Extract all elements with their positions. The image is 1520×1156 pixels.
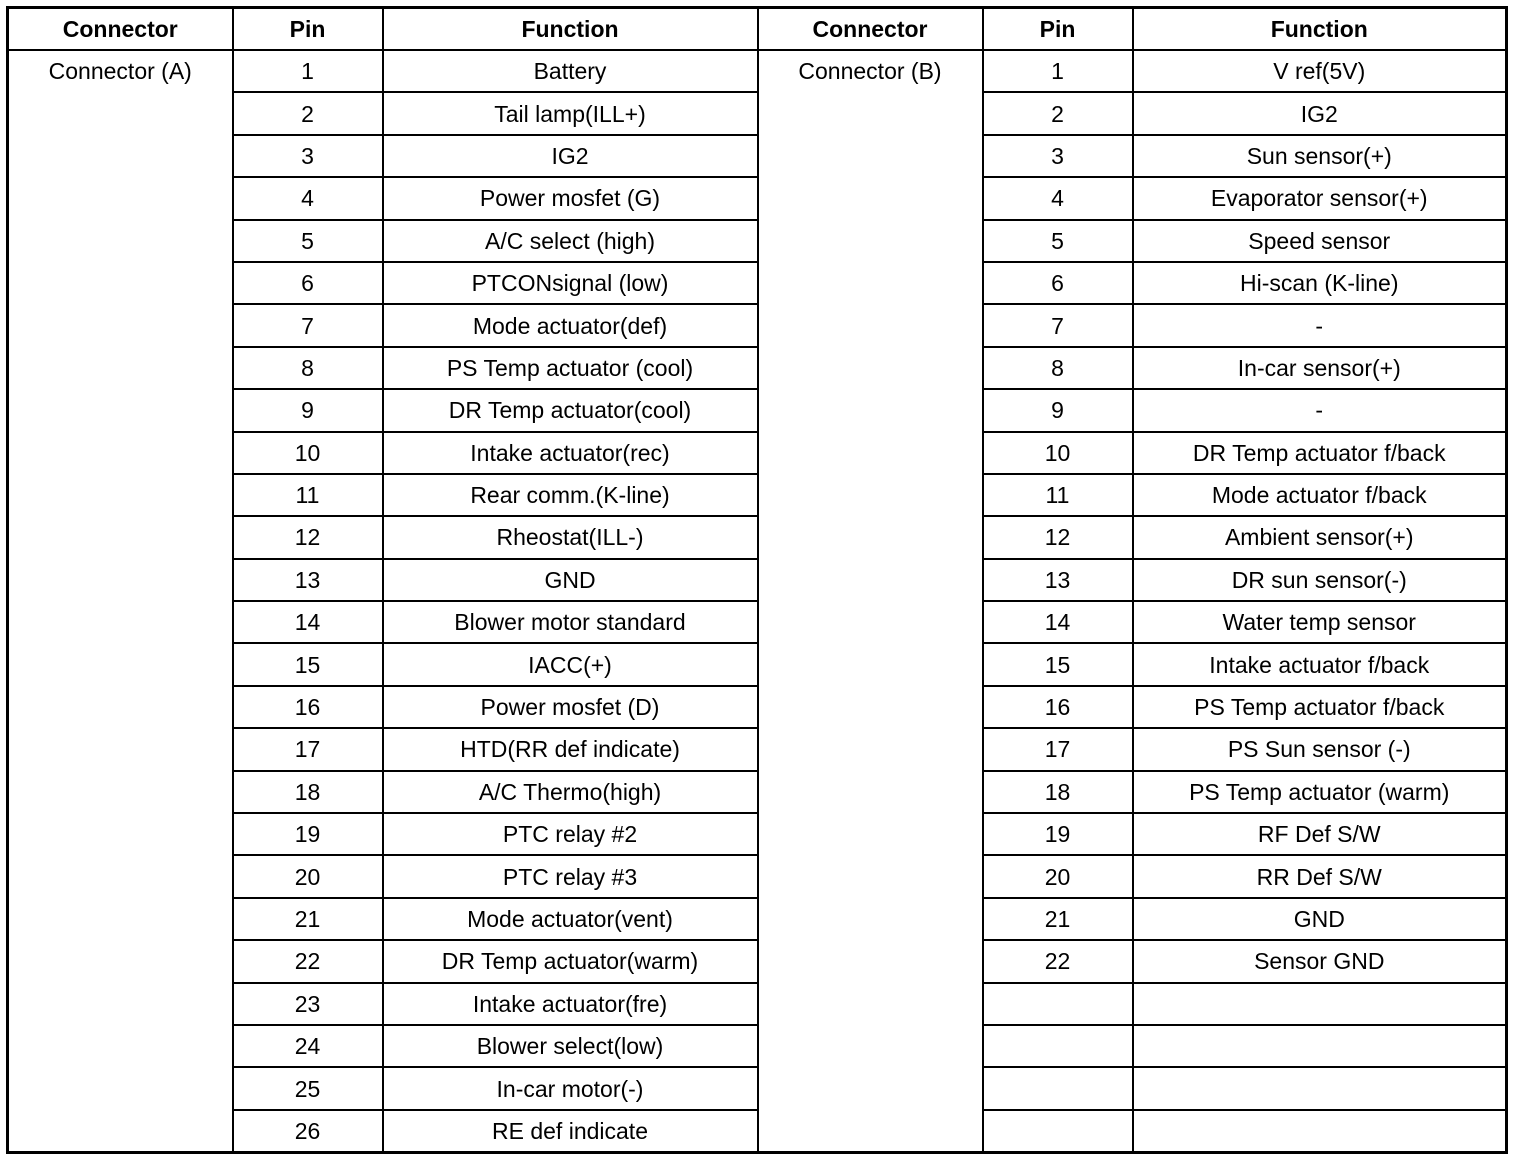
pin-b-number: 11: [983, 474, 1133, 516]
table-row: [8, 771, 1507, 813]
pin-a-function: GND: [383, 559, 758, 601]
pin-b-function: Mode actuator f/back: [1133, 474, 1507, 516]
pin-b-number: 4: [983, 177, 1133, 219]
pin-a-function: IG2: [383, 135, 758, 177]
pin-b-function: IG2: [1133, 92, 1507, 134]
pin-a-number: 18: [233, 771, 383, 813]
table-row: [8, 347, 1507, 389]
table-row: [8, 177, 1507, 219]
table-row: [8, 940, 1507, 982]
pin-b-function: Sun sensor(+): [1133, 135, 1507, 177]
pin-b-number: 3: [983, 135, 1133, 177]
pin-b-function: Sensor GND: [1133, 940, 1507, 982]
table-row: [8, 1025, 1507, 1067]
pin-a-function: Rear comm.(K-line): [383, 474, 758, 516]
pin-b-number: [983, 1067, 1133, 1109]
pin-b-function: Intake actuator f/back: [1133, 643, 1507, 685]
pin-b-number: 18: [983, 771, 1133, 813]
pin-a-number: 10: [233, 432, 383, 474]
table-row: [8, 643, 1507, 685]
table-row: [8, 304, 1507, 346]
pin-b-number: 9: [983, 389, 1133, 431]
pin-a-number: 22: [233, 940, 383, 982]
pin-b-number: [983, 983, 1133, 1025]
pin-a-number: 19: [233, 813, 383, 855]
pin-a-function: Intake actuator(fre): [383, 983, 758, 1025]
pin-a-number: 2: [233, 92, 383, 134]
pin-b-number: 1: [983, 50, 1133, 92]
pin-b-number: 20: [983, 855, 1133, 897]
pin-a-number: 17: [233, 728, 383, 770]
pin-a-number: 12: [233, 516, 383, 558]
table-row: [8, 262, 1507, 304]
table-row: [8, 1067, 1507, 1109]
table-row: [8, 389, 1507, 431]
pin-b-number: 14: [983, 601, 1133, 643]
header-connector-b: Connector: [758, 8, 983, 51]
pin-a-number: 6: [233, 262, 383, 304]
table-row: [8, 1110, 1507, 1153]
table-row: [8, 432, 1507, 474]
pin-b-function: [1133, 983, 1507, 1025]
pin-a-function: Blower motor standard: [383, 601, 758, 643]
table-row: [8, 601, 1507, 643]
pin-b-number: 10: [983, 432, 1133, 474]
table-row: [8, 855, 1507, 897]
pin-b-number: 7: [983, 304, 1133, 346]
pin-a-function: PS Temp actuator (cool): [383, 347, 758, 389]
pin-b-function: Evaporator sensor(+): [1133, 177, 1507, 219]
header-pin-a: Pin: [233, 8, 383, 51]
pin-b-number: 17: [983, 728, 1133, 770]
pin-b-function: V ref(5V): [1133, 50, 1507, 92]
pin-b-number: 15: [983, 643, 1133, 685]
table-row: [8, 135, 1507, 177]
pin-a-function: Tail lamp(ILL+): [383, 92, 758, 134]
pin-a-number: 20: [233, 855, 383, 897]
pin-b-function: DR Temp actuator f/back: [1133, 432, 1507, 474]
pin-a-number: 3: [233, 135, 383, 177]
pin-a-function: Power mosfet (D): [383, 686, 758, 728]
pin-b-function: PS Sun sensor (-): [1133, 728, 1507, 770]
pin-a-function: In-car motor(-): [383, 1067, 758, 1109]
pin-a-number: 21: [233, 898, 383, 940]
table-row: [8, 50, 1507, 92]
pin-a-function: DR Temp actuator(cool): [383, 389, 758, 431]
table-row: [8, 559, 1507, 601]
pin-a-number: 25: [233, 1067, 383, 1109]
header-connector-a: Connector: [8, 8, 233, 51]
pin-a-function: Intake actuator(rec): [383, 432, 758, 474]
pin-b-function: DR sun sensor(-): [1133, 559, 1507, 601]
pin-a-function: Mode actuator(def): [383, 304, 758, 346]
connector-pin-table: [6, 6, 1508, 1154]
pin-a-function: PTC relay #2: [383, 813, 758, 855]
table-row: [8, 220, 1507, 262]
header-function-b: Function: [1133, 8, 1507, 51]
pin-a-number: 26: [233, 1110, 383, 1153]
table-row: [8, 728, 1507, 770]
pin-a-function: Rheostat(ILL-): [383, 516, 758, 558]
table-row: [8, 813, 1507, 855]
pin-b-number: 21: [983, 898, 1133, 940]
pin-a-number: 7: [233, 304, 383, 346]
pin-a-function: IACC(+): [383, 643, 758, 685]
pin-a-number: 23: [233, 983, 383, 1025]
pin-b-function: [1133, 1067, 1507, 1109]
pin-a-function: A/C Thermo(high): [383, 771, 758, 813]
pin-a-number: 14: [233, 601, 383, 643]
pin-a-function: Blower select(low): [383, 1025, 758, 1067]
pin-b-function: Ambient sensor(+): [1133, 516, 1507, 558]
pin-b-function: GND: [1133, 898, 1507, 940]
pin-b-function: Hi-scan (K-line): [1133, 262, 1507, 304]
pin-b-number: 19: [983, 813, 1133, 855]
pin-a-function: A/C select (high): [383, 220, 758, 262]
pin-a-function: HTD(RR def indicate): [383, 728, 758, 770]
pin-b-function: -: [1133, 389, 1507, 431]
pin-a-number: 16: [233, 686, 383, 728]
pin-b-function: [1133, 1110, 1507, 1153]
pin-b-function: Speed sensor: [1133, 220, 1507, 262]
pin-b-number: 13: [983, 559, 1133, 601]
pin-a-number: 5: [233, 220, 383, 262]
header-pin-b: Pin: [983, 8, 1133, 51]
pin-a-number: 4: [233, 177, 383, 219]
pin-a-number: 1: [233, 50, 383, 92]
pin-a-function: PTCONsignal (low): [383, 262, 758, 304]
connector-a-name: Connector (A): [8, 50, 233, 1153]
pin-b-number: 2: [983, 92, 1133, 134]
pin-b-number: 8: [983, 347, 1133, 389]
table-row: [8, 898, 1507, 940]
pin-b-function: PS Temp actuator f/back: [1133, 686, 1507, 728]
pin-a-number: 9: [233, 389, 383, 431]
pin-b-number: 16: [983, 686, 1133, 728]
pin-a-number: 15: [233, 643, 383, 685]
pin-b-function: RR Def S/W: [1133, 855, 1507, 897]
pin-a-function: Battery: [383, 50, 758, 92]
pin-a-function: PTC relay #3: [383, 855, 758, 897]
pin-b-function: [1133, 1025, 1507, 1067]
connector-b-name: Connector (B): [758, 50, 983, 1153]
pin-b-function: In-car sensor(+): [1133, 347, 1507, 389]
pin-b-number: 6: [983, 262, 1133, 304]
pin-a-function: RE def indicate: [383, 1110, 758, 1153]
pin-b-function: PS Temp actuator (warm): [1133, 771, 1507, 813]
pin-b-number: 5: [983, 220, 1133, 262]
table-row: [8, 983, 1507, 1025]
table-row: [8, 92, 1507, 134]
table-row: [8, 516, 1507, 558]
header-row: [8, 8, 1507, 51]
pin-a-function: Mode actuator(vent): [383, 898, 758, 940]
pin-b-number: [983, 1025, 1133, 1067]
pin-a-number: 11: [233, 474, 383, 516]
header-function-a: Function: [383, 8, 758, 51]
pin-b-number: [983, 1110, 1133, 1153]
pin-b-number: 22: [983, 940, 1133, 982]
pin-b-number: 12: [983, 516, 1133, 558]
table-row: [8, 686, 1507, 728]
pin-b-function: Water temp sensor: [1133, 601, 1507, 643]
table-row: [8, 474, 1507, 516]
pin-a-function: DR Temp actuator(warm): [383, 940, 758, 982]
pin-b-function: RF Def S/W: [1133, 813, 1507, 855]
pin-a-number: 8: [233, 347, 383, 389]
pin-a-number: 24: [233, 1025, 383, 1067]
pin-b-function: -: [1133, 304, 1507, 346]
pin-a-function: Power mosfet (G): [383, 177, 758, 219]
pin-a-number: 13: [233, 559, 383, 601]
